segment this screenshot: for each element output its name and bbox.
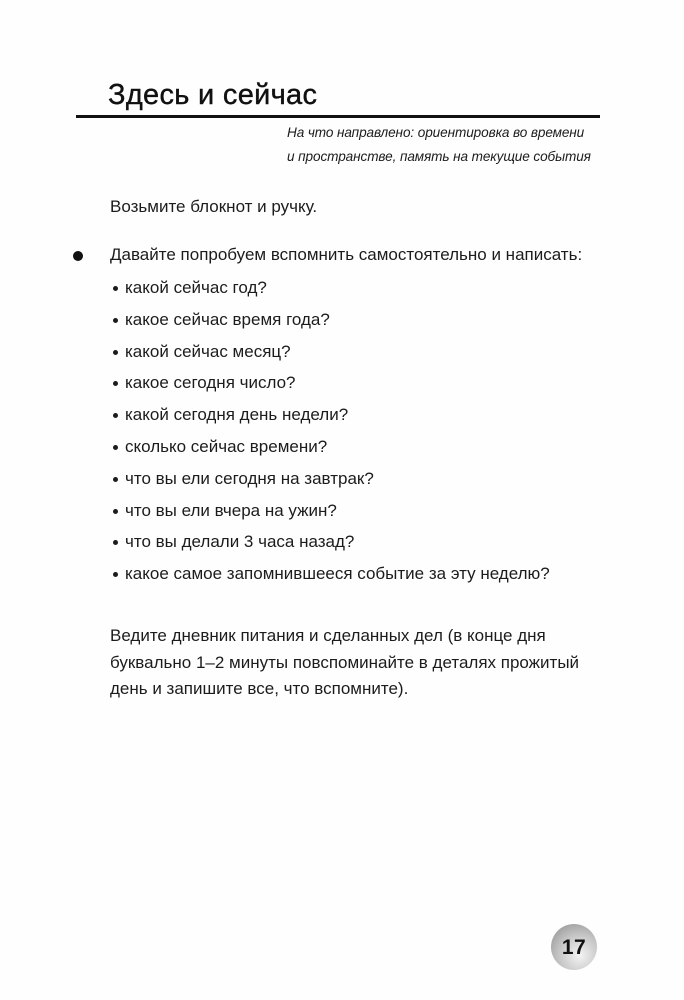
- list-item: [110, 466, 550, 498]
- question-text: что вы ели сегодня на завтрак?: [125, 468, 374, 488]
- question-text: какое самое запомнившееся событие за эту неделю?: [125, 564, 550, 584]
- list-item: [110, 529, 550, 561]
- subtitle-line: На что направлено: ориентировка во времени: [287, 125, 585, 140]
- question-text: какой сейчас год?: [125, 278, 267, 297]
- question-text: сколько сейчас времени?: [125, 436, 328, 456]
- list-item: [110, 307, 550, 339]
- diary-line: Ведите дневник питания и сделанных дел (в конце дня: [110, 626, 546, 645]
- page-title: Здесь и сейчас: [108, 79, 318, 111]
- page-number: 17: [561, 935, 587, 959]
- diary-line: день и запишите все, что вспомните).: [110, 679, 409, 698]
- list-item: [110, 370, 550, 402]
- title-divider: [76, 115, 600, 118]
- page-number-badge: [551, 924, 597, 970]
- bullet-icon: [73, 251, 83, 261]
- question-list: [110, 275, 550, 593]
- bullet-icon: [113, 540, 118, 545]
- question-text: что вы делали 3 часа назад?: [125, 532, 355, 552]
- diary-paragraph: [110, 623, 579, 703]
- question-text: какое сегодня число?: [125, 373, 296, 393]
- list-item: [110, 434, 550, 466]
- lead-text: Давайте попробуем вспомнить самостоятельно и написать:: [110, 245, 583, 264]
- bullet-icon: [113, 350, 118, 355]
- list-item: [110, 561, 550, 593]
- bullet-icon: [113, 286, 118, 291]
- subtitle-line: и пространстве, память на текущие события: [287, 149, 591, 164]
- list-item: [110, 402, 550, 434]
- list-item: [110, 339, 550, 371]
- question-text: какое сейчас время года?: [125, 309, 330, 329]
- bullet-icon: [113, 509, 118, 514]
- bullet-icon: [113, 413, 118, 418]
- question-text: что вы ели вчера на ужин?: [125, 500, 337, 520]
- list-item: [110, 275, 550, 307]
- intro-text: Возьмите блокнот и ручку.: [110, 197, 318, 216]
- page-subtitle: [287, 121, 607, 169]
- question-text: какой сейчас месяц?: [125, 341, 291, 361]
- bullet-icon: [113, 572, 118, 577]
- bullet-icon: [113, 477, 118, 482]
- bullet-icon: [113, 445, 118, 450]
- diary-line: буквально 1–2 минуты повспоминайте в деталях прожитый: [110, 652, 580, 672]
- list-item: [110, 498, 550, 530]
- bullet-icon: [113, 381, 118, 386]
- bullet-icon: [113, 318, 118, 323]
- question-text: какой сегодня день недели?: [125, 405, 349, 425]
